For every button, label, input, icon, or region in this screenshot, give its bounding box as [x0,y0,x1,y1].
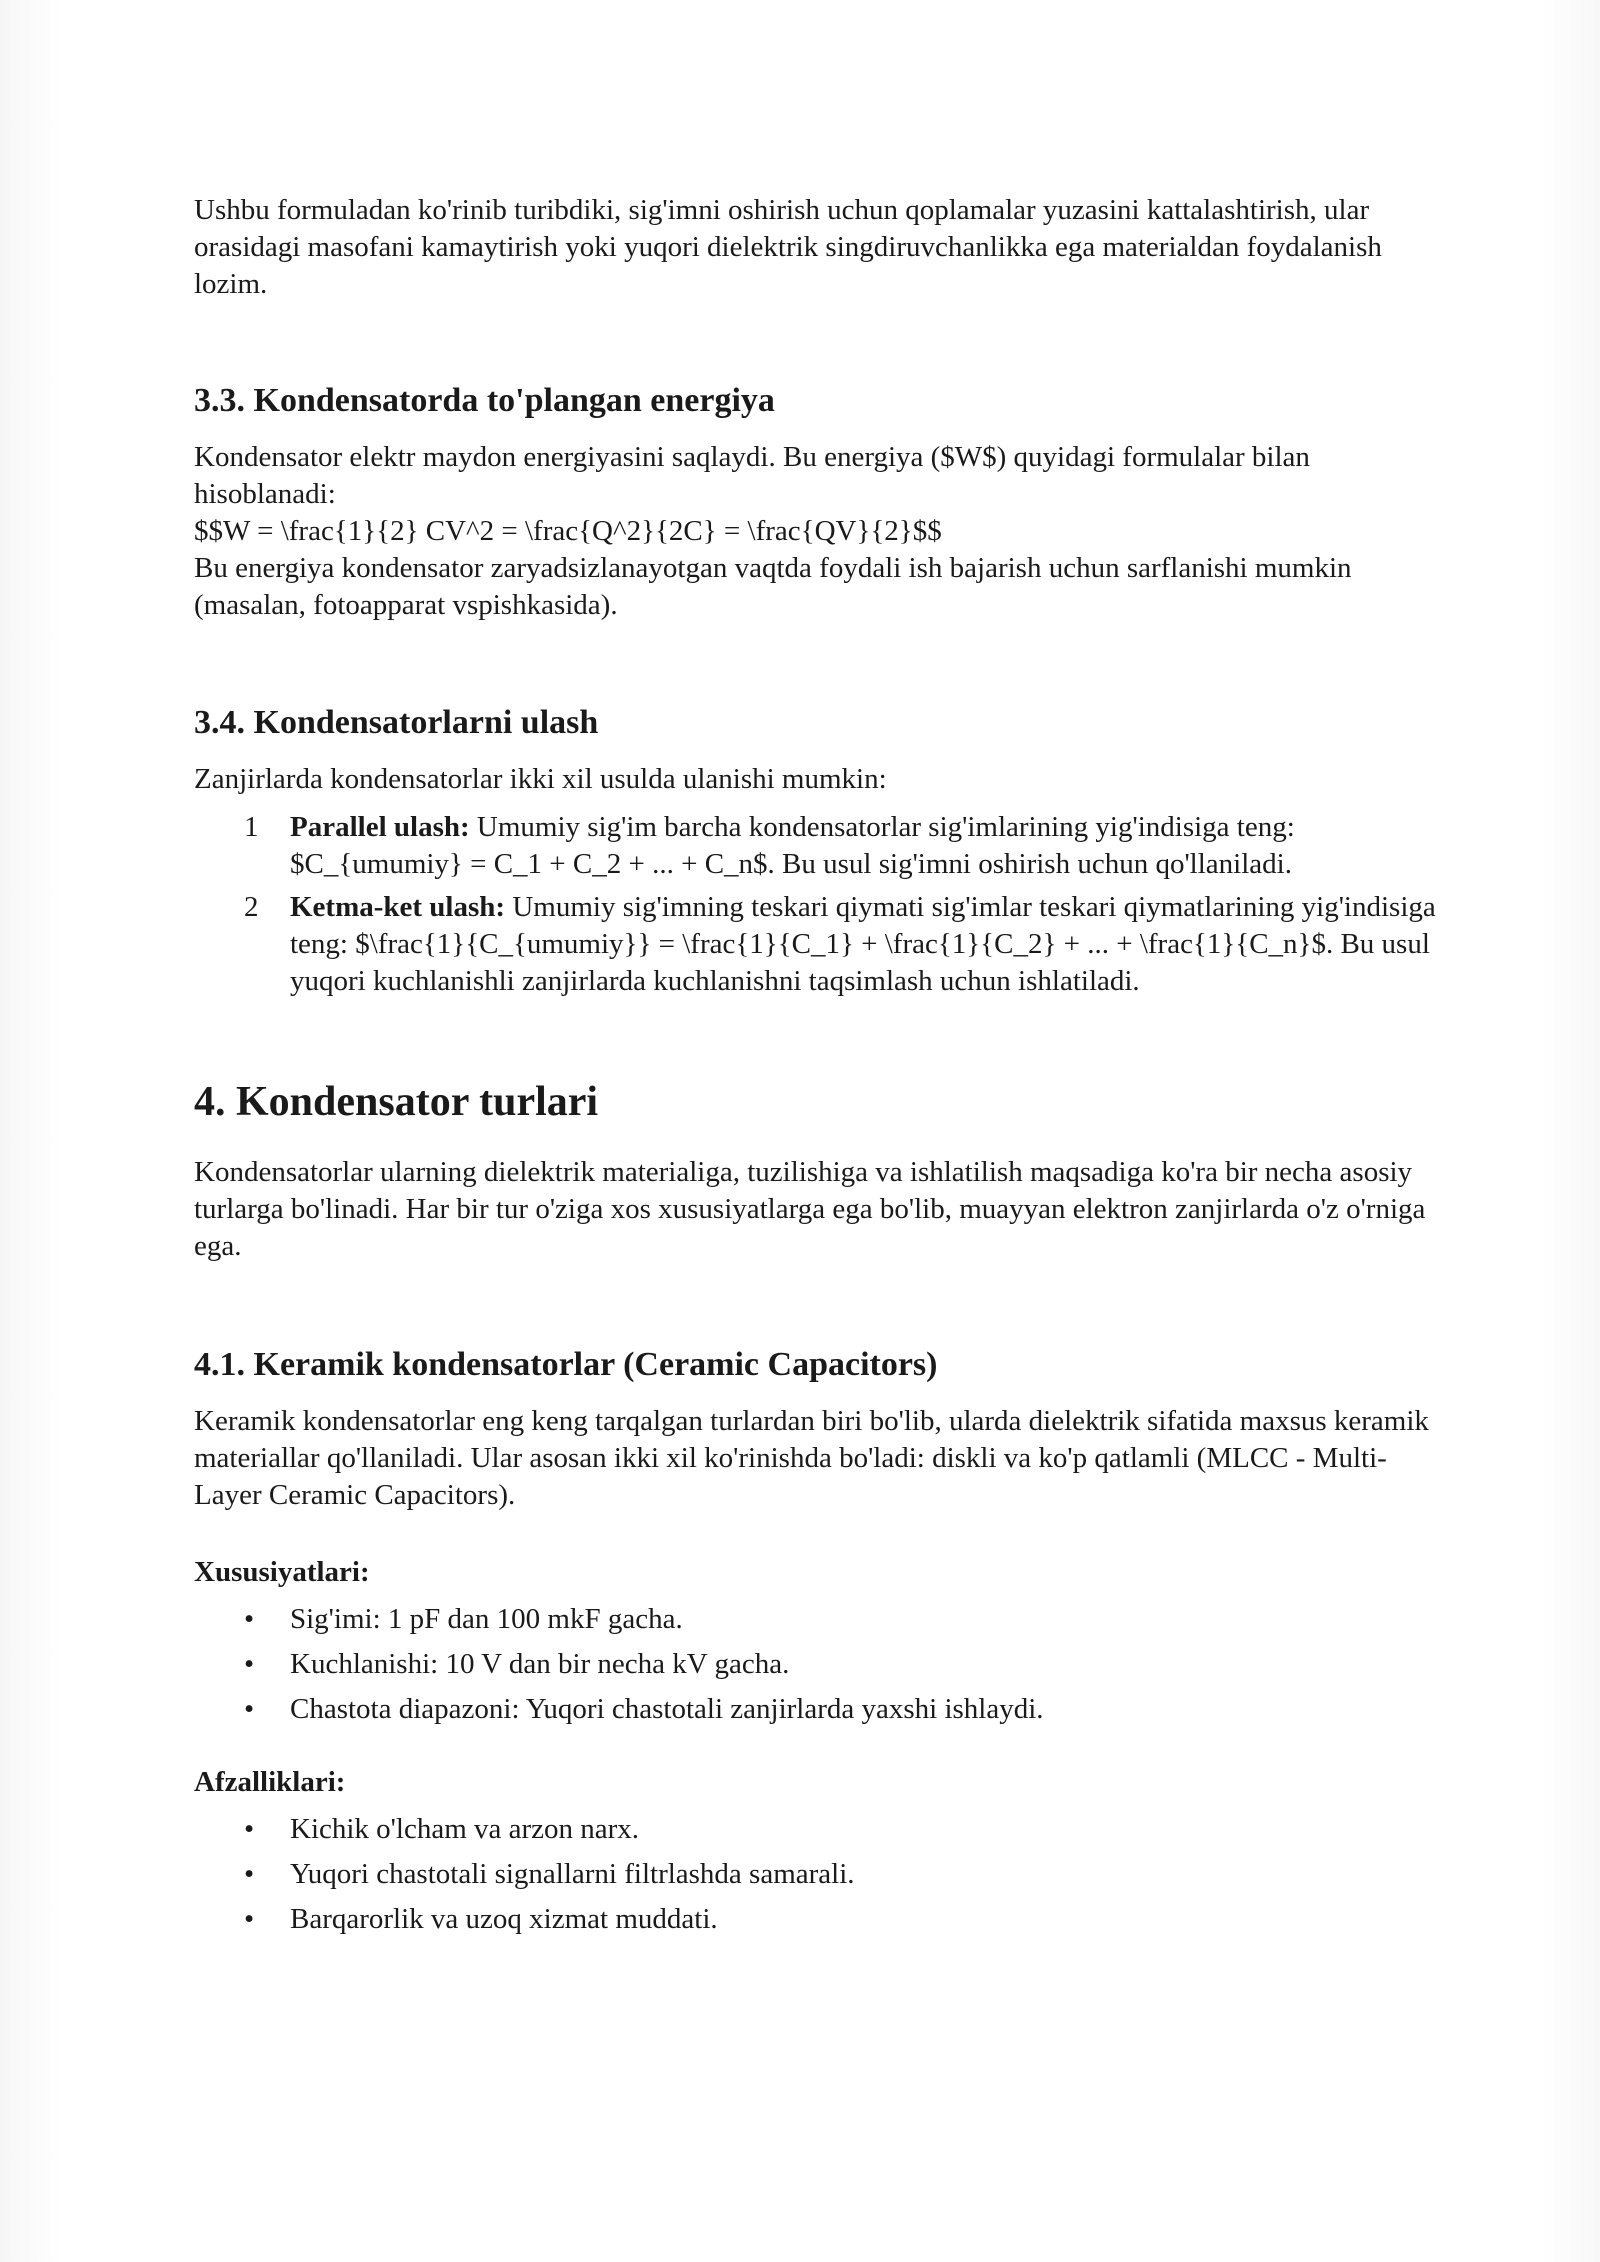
list-item-text: Kuchlanishi: 10 V dan bir necha kV gacha. [290,1648,790,1680]
advantages-list [194,1811,1444,1938]
list-item-parallel [194,809,1444,883]
list-item-series [194,889,1444,1000]
list-number: 2 [244,891,259,923]
list-item [194,1691,1444,1728]
list-item-text: Kichik o'lcham va arzon narx. [290,1813,640,1845]
list-item-title: Parallel ulash: [290,811,470,843]
list-item-text: Umumiy sig'im barcha kondensatorlar sig'imlarining yig'indisiga teng: $C_{umumiy} = C_1 + C_2 + ... + C_n$. Bu usul sig'imni oshirish uchun qo'llaniladi. [290,811,1295,880]
list-item [194,1901,1444,1938]
list-item [194,1601,1444,1638]
section-4-paragraph: Kondensatorlar ularning dielektrik materialiga, tuzilishiga va ishlatilish maqsadiga ko'ra bir necha asosiy turlarga bo'linadi. Har bir tur o'ziga xos xususiyatlarga ega bo'lib, muayyan elektron zanjirlarda o'z o'rniga ega. [194,1156,1426,1262]
bullet: • [244,1813,255,1845]
intro-paragraph: Ushbu formuladan ko'rinib turibdiki, sig'imni oshirish uchun qoplamalar yuzasini kattalashtirish, ular orasidagi masofani kamaytirish yoki yuqori dielektrik singdiruvchanlikka ega materialdan foydalanish lozim. [194,194,1382,300]
list-item-title: Ketma-ket ulash: [290,891,506,923]
bullet: • [244,1903,255,1935]
list-item-text: Umumiy sig'imning teskari qiymati sig'imlar teskari qiymatlarining yig'indisiga teng: $\frac{1}{C_{umumiy}} = \frac{1}{C_1} + \frac{1}{C_2} + ... + \frac{1}{C_n}$. Bu usul yuqori kuchlanishli zanjirlarda kuchlanishni taqsimlash uchun ishlatiladi. [290,891,1436,997]
list-item [194,1856,1444,1893]
bullet: • [244,1648,255,1680]
page-content [194,192,1444,1938]
list-item-text: Yuqori chastotali signallarni filtrlashda samarali. [290,1858,855,1890]
list-item-text: Sig'imi: 1 pF dan 100 mkF gacha. [290,1603,683,1635]
section-3-3-line2: Bu energiya kondensator zaryadsizlanayotgan vaqtda foydali ish bajarish uchun sarflanishi mumkin (masalan, fotoapparat vspishkasida). [194,552,1352,621]
bullet: • [244,1858,255,1890]
section-4-heading: 4. Kondensator turlari [194,1079,599,1125]
list-item [194,1811,1444,1848]
section-3-4-heading: 3.4. Kondensatorlarni ulash [194,704,599,741]
list-item [194,1646,1444,1683]
list-item-text: Barqarorlik va uzoq xizmat muddati. [290,1903,718,1935]
section-3-3-heading: 3.3. Kondensatorda to'plangan energiya [194,382,775,419]
section-4-1-heading: 4.1. Keramik kondensatorlar (Ceramic Capacitors) [194,1346,938,1383]
energy-formula: $$W = \frac{1}{2} CV^2 = \frac{Q^2}{2C} = \frac{QV}{2}$$ [194,515,942,547]
section-3-4-intro: Zanjirlarda kondensatorlar ikki xil usulda ulanishi mumkin: [194,763,887,795]
advantages-heading: Afzalliklari: [194,1766,346,1798]
list-item-text: Chastota diapazoni: Yuqori chastotali zanjirlarda yaxshi ishlaydi. [290,1693,1044,1725]
connection-list [194,809,1444,1000]
bullet: • [244,1603,255,1635]
features-heading: Xususiyatlari: [194,1556,370,1588]
features-list [194,1601,1444,1728]
bullet: • [244,1693,255,1725]
section-4-1-paragraph: Keramik kondensatorlar eng keng tarqalgan turlardan biri bo'lib, ularda dielektrik sifatida maxsus keramik materiallar qo'llaniladi. Ular asosan ikki xil ko'rinishda bo'ladi: diskli va ko'p qatlamli (MLCC - Multi-Layer Ceramic Capacitors). [194,1405,1429,1511]
section-3-3-text [194,439,1444,624]
section-3-3-line1: Kondensator elektr maydon energiyasini saqlaydi. Bu energiya ($W$) quyidagi formulalar bilan hisoblanadi: [194,441,1310,510]
list-number: 1 [244,811,259,843]
